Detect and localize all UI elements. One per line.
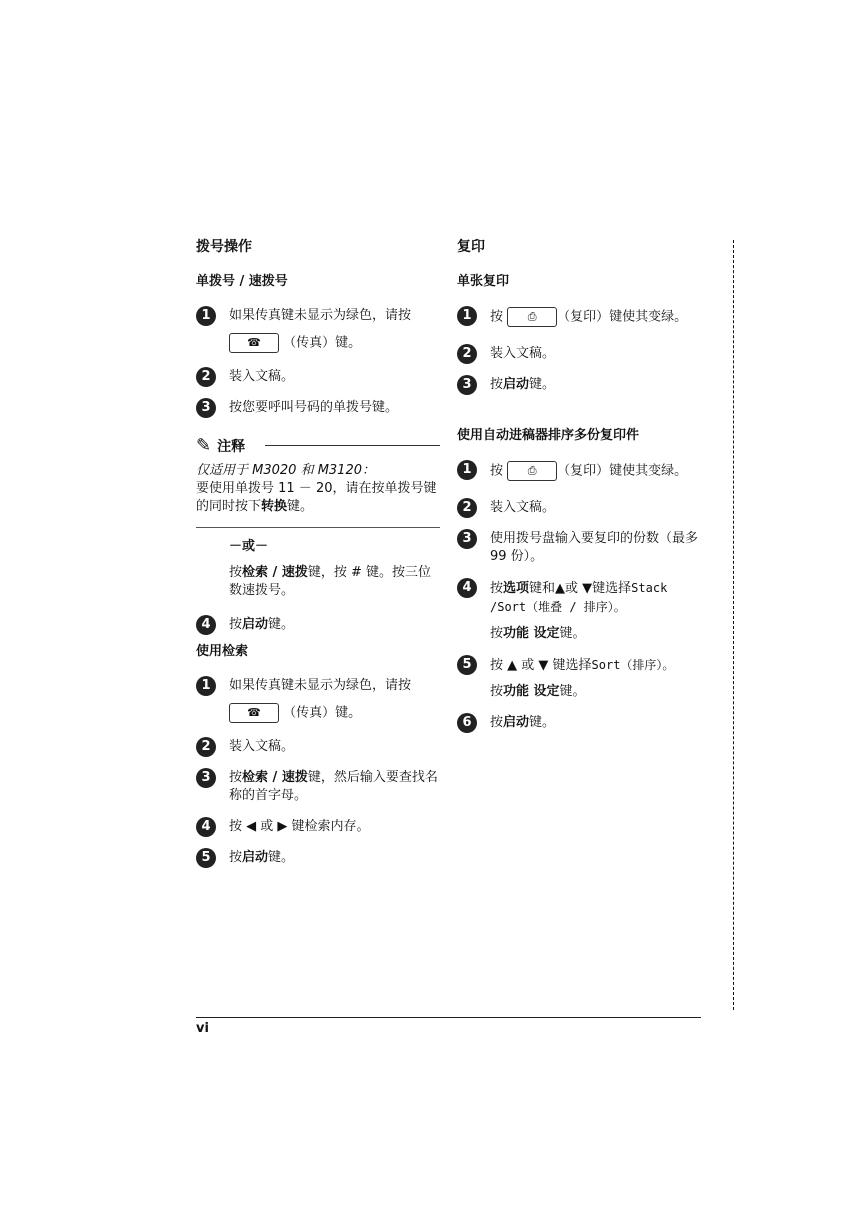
or-detail-bold: 检索 / 速拨 xyxy=(242,565,308,580)
step-text-a: 按 xyxy=(490,309,504,325)
section-title-dialing: 拨号操作 xyxy=(196,239,252,255)
step-sub-a: 按 xyxy=(490,626,504,641)
or-text: －或－ xyxy=(229,539,269,554)
step-text: 如果传真键未显示为绿色，请按 xyxy=(229,308,412,323)
sort-step-5-sub xyxy=(457,683,703,701)
step-text-b: 键。 xyxy=(268,617,295,632)
step-text: 装入文稿。 xyxy=(229,739,295,754)
subhead-sort-copies: 使用自动进稿器排序多份复印件 xyxy=(457,428,640,443)
step-text-bold: 选项 xyxy=(503,581,530,596)
step-text-a: 按 xyxy=(490,715,504,730)
step-text-bold: 启动 xyxy=(242,617,269,632)
sort-step-4-sub xyxy=(457,625,703,643)
step-text-b: 键。 xyxy=(268,850,295,865)
note-text-b: 键。 xyxy=(287,499,314,514)
subhead-search: 使用检索 xyxy=(196,644,249,659)
step-number-3: 3 xyxy=(196,398,216,418)
step-text-a: 按 xyxy=(229,617,243,632)
step-1 xyxy=(196,307,440,325)
search-step-1 xyxy=(196,677,440,695)
step-text-bold: 启动 xyxy=(242,850,269,865)
note-pencil-icon: ✎ xyxy=(196,435,212,456)
step-text-b: （复印）键使其变绿。 xyxy=(557,463,688,479)
step-number-4: 4 xyxy=(196,817,216,837)
step-sub-bold: 功能 设定 xyxy=(503,626,560,641)
step-sub-b: 键。 xyxy=(559,626,586,641)
section-title-copy: 复印 xyxy=(457,239,485,255)
step-text: 装入文稿。 xyxy=(490,346,556,361)
step-number-3: 3 xyxy=(457,529,477,549)
note-header xyxy=(196,435,440,456)
step-text-bold: 检索 / 速拨 xyxy=(242,770,308,785)
step-number-4: 4 xyxy=(196,615,216,635)
step-number-6: 6 xyxy=(457,713,477,733)
step-number-1: 1 xyxy=(457,306,477,326)
left-column xyxy=(196,236,440,867)
step-number-1: 1 xyxy=(196,676,216,696)
step-text: 使用拨号盘输入要复印的份数（最多 99 份）。 xyxy=(490,531,699,564)
search-step-1-key-line xyxy=(196,703,440,723)
or-detail-a: 按 xyxy=(229,565,243,580)
step-number-3: 3 xyxy=(196,768,216,788)
margin-dashed-line xyxy=(733,240,734,1010)
step-text: 如果传真键未显示为绿色，请按 xyxy=(229,678,412,693)
step-number-4: 4 xyxy=(457,578,477,598)
step-number-5: 5 xyxy=(196,848,216,868)
note-bottom-rule xyxy=(196,527,440,528)
copy-key-icon: ⎙ xyxy=(507,307,557,327)
step-sub-a: 按 xyxy=(490,684,504,699)
step-number-3: 3 xyxy=(457,375,477,395)
step-number-2: 2 xyxy=(457,344,477,364)
step-text-bold: 启动 xyxy=(503,377,530,392)
sort-step-4 xyxy=(457,579,703,617)
or-detail xyxy=(196,564,440,600)
step-text-b: （复印）键使其变绿。 xyxy=(557,309,688,325)
step-text: 装入文稿。 xyxy=(490,500,556,515)
or-detail-b: 键，按 # 键。按三位数速拨号。 xyxy=(229,565,431,598)
note-text xyxy=(196,480,440,516)
step-text-b: 键，然后输入要查找名称的首字母。 xyxy=(229,770,438,803)
step-text-a: 按 ▲ 或 ▼ 键选择 xyxy=(490,658,592,673)
search-step-4 xyxy=(196,818,440,836)
step-number-5: 5 xyxy=(457,655,477,675)
step-text-b: 键。 xyxy=(529,377,556,392)
sort-step-6 xyxy=(457,714,703,732)
subhead-single-copy: 单张复印 xyxy=(457,274,510,289)
step-number-2: 2 xyxy=(457,498,477,518)
sort-step-5 xyxy=(457,656,703,675)
note-text-bold: 转换 xyxy=(261,499,288,514)
step-text-b: 键和▲或 ▼键选择 xyxy=(529,581,632,596)
note-italic: 仅适用于 M3020 和 M3120： xyxy=(196,463,375,478)
step-text-a: 按 xyxy=(490,581,504,596)
step-sub-bold: 功能 设定 xyxy=(503,684,560,699)
search-step-2 xyxy=(196,738,440,756)
step-text-mono: Sort（排序）。 xyxy=(591,658,675,672)
fax-key-icon: ☎ xyxy=(229,333,279,353)
step-4 xyxy=(196,616,440,634)
step-2 xyxy=(196,368,440,386)
step-number-1: 1 xyxy=(196,306,216,326)
step-text-bold: 启动 xyxy=(503,715,530,730)
step-text: 装入文稿。 xyxy=(229,369,295,384)
note-text-a: 要使用单拨号 11 － 20，请在按单拨号键的同时按下 xyxy=(196,481,437,514)
step-text: （传真）键。 xyxy=(283,335,362,351)
step-sub-b: 键。 xyxy=(559,684,586,699)
search-step-5 xyxy=(196,849,440,867)
step-3 xyxy=(196,399,440,417)
note-divider xyxy=(265,445,440,446)
step-text-a: 按 xyxy=(490,377,504,392)
copy-step-1 xyxy=(457,307,703,327)
copy-step-3 xyxy=(457,376,703,394)
step-text-b: 键。 xyxy=(529,715,556,730)
footer-rule xyxy=(196,1017,701,1018)
step-number-2: 2 xyxy=(196,737,216,757)
sort-step-3 xyxy=(457,530,703,566)
subhead-speed-dial: 单拨号 / 速拨号 xyxy=(196,274,288,289)
fax-key-icon: ☎ xyxy=(229,703,279,723)
step-text: （传真）键。 xyxy=(283,705,362,721)
step-number-1: 1 xyxy=(457,460,477,480)
step-text-mono: Stack /Sort（堆叠 / 排序）。 xyxy=(490,581,668,614)
copy-step-2 xyxy=(457,345,703,363)
step-text: 按 ◀ 或 ▶ 键检索内存。 xyxy=(229,819,370,834)
note-label: 注释 xyxy=(217,438,246,455)
step-text-a: 按 xyxy=(229,850,243,865)
search-step-3 xyxy=(196,769,440,805)
sort-step-1 xyxy=(457,461,703,481)
copy-key-icon: ⎙ xyxy=(507,461,557,481)
step-number-2: 2 xyxy=(196,367,216,387)
step-1-key-line xyxy=(196,333,440,353)
step-text: 按您要呼叫号码的单拨号键。 xyxy=(229,400,399,415)
step-text-a: 按 xyxy=(490,463,504,479)
page-number: vi xyxy=(196,1021,209,1036)
step-text-a: 按 xyxy=(229,770,243,785)
sort-step-2 xyxy=(457,499,703,517)
right-column xyxy=(457,236,703,732)
